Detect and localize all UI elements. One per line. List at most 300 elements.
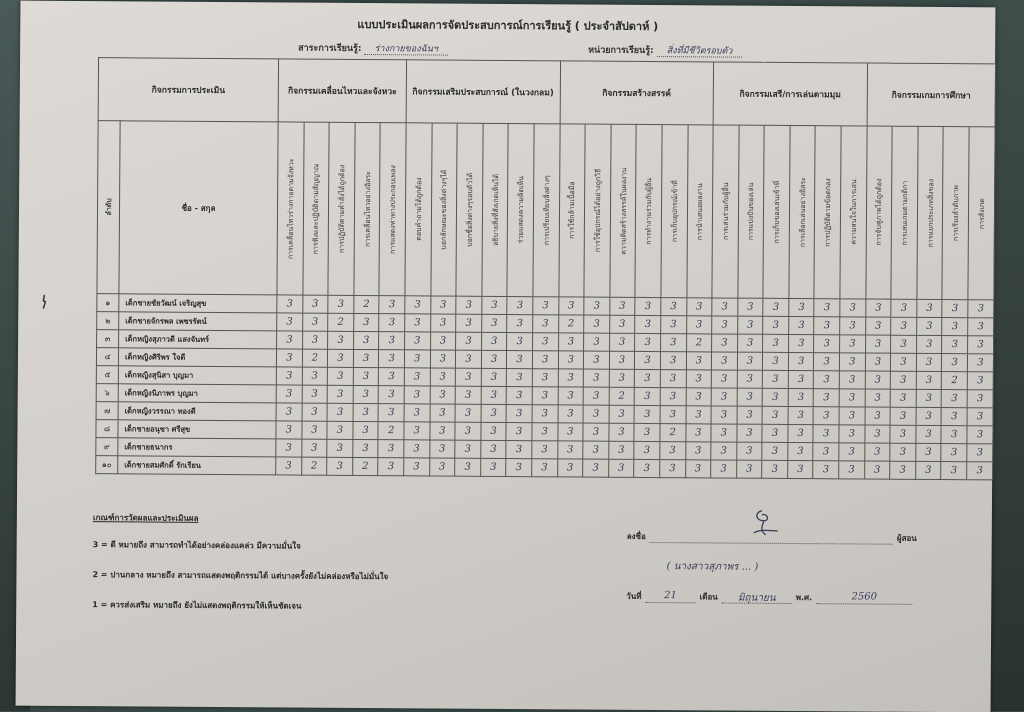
score-cell: 3 xyxy=(891,371,917,389)
score-cell: 3 xyxy=(558,333,584,351)
score-cell: 2 xyxy=(558,315,584,333)
score-cell: 3 xyxy=(455,440,481,458)
score-cell: 3 xyxy=(404,422,430,440)
score-cell: 3 xyxy=(583,405,609,423)
score-cell: 3 xyxy=(583,387,609,405)
score-cell: 3 xyxy=(506,459,532,477)
score-cell: 3 xyxy=(557,459,583,477)
score-cell: 3 xyxy=(481,386,507,404)
score-cell: 3 xyxy=(942,354,968,372)
score-cell: 3 xyxy=(353,367,379,385)
score-cell: 3 xyxy=(328,331,354,349)
score-cell: 3 xyxy=(967,408,993,426)
score-cell: 3 xyxy=(302,313,328,331)
score-cell: 3 xyxy=(712,352,738,370)
score-cell: 3 xyxy=(378,404,404,422)
score-cell: 3 xyxy=(839,443,865,461)
score-cell: 3 xyxy=(762,460,788,478)
score-cell: 3 xyxy=(840,317,866,335)
score-cell: 3 xyxy=(276,421,302,439)
score-cell: 3 xyxy=(967,372,993,390)
criterion-header: การแยกประเภทสิ่งของ xyxy=(917,126,944,299)
score-cell: 3 xyxy=(404,404,430,422)
score-cell: 3 xyxy=(864,461,890,479)
criterion-header: การเก็บอุปกรณ์เข้าที่ xyxy=(661,125,688,298)
score-cell: 3 xyxy=(302,421,328,439)
score-cell: 3 xyxy=(610,297,636,315)
score-cell: 3 xyxy=(609,369,635,387)
score-cell: 3 xyxy=(609,351,635,369)
score-cell: 3 xyxy=(429,458,455,476)
score-cell: 3 xyxy=(455,368,481,386)
score-cell: 3 xyxy=(277,313,303,331)
score-cell: 3 xyxy=(456,296,482,314)
student-name: เด็กชายสมศักดิ์ รักเรียน xyxy=(118,456,276,475)
score-cell: 3 xyxy=(711,442,737,460)
subject-line: สาระการเรียนรู้: ร่างกายของฉันฯ xyxy=(298,41,448,56)
score-cell: 3 xyxy=(507,315,533,333)
score-cell: 3 xyxy=(378,458,404,476)
student-number: ๕ xyxy=(96,366,118,384)
score-cell: 3 xyxy=(583,441,609,459)
score-cell: 3 xyxy=(634,405,660,423)
score-cell: 3 xyxy=(789,316,815,334)
score-cell: 3 xyxy=(328,295,354,313)
score-cell: 3 xyxy=(660,406,686,424)
score-cell: 2 xyxy=(660,424,686,442)
score-cell: 3 xyxy=(915,461,941,479)
score-cell: 3 xyxy=(353,403,379,421)
score-cell: 3 xyxy=(660,334,686,352)
score-cell: 3 xyxy=(865,407,891,425)
score-cell: 3 xyxy=(481,350,507,368)
score-cell: 3 xyxy=(481,440,507,458)
score-cell: 3 xyxy=(609,315,635,333)
score-cell: 3 xyxy=(532,405,558,423)
score-cell: 3 xyxy=(276,403,302,421)
score-cell: 2 xyxy=(378,422,404,440)
student-number: ๒ xyxy=(97,312,119,330)
score-cell: 3 xyxy=(865,299,891,317)
score-cell: 3 xyxy=(890,443,916,461)
score-cell: 3 xyxy=(429,422,455,440)
score-cell: 3 xyxy=(788,334,814,352)
score-cell: 3 xyxy=(788,460,814,478)
score-cell: 3 xyxy=(967,462,993,480)
date-month: มิถุนายน xyxy=(722,591,792,604)
criteria-line-fair: 2 = ปานกลาง หมายถึง สามารถแสดงพฤติกรรมได้ แต่บางครั้งยังไม่คล่องหรือไม่มั่นใจ xyxy=(92,570,389,582)
score-cell: 3 xyxy=(430,368,456,386)
signature-line xyxy=(650,530,893,545)
criteria-section xyxy=(92,511,389,630)
score-cell: 3 xyxy=(481,422,507,440)
margin-mark-icon xyxy=(40,295,48,309)
criterion-header: ตอบคำถามได้ถูกต้อง xyxy=(405,123,432,296)
student-number: ๑ xyxy=(97,294,119,312)
score-cell: 3 xyxy=(711,424,737,442)
score-cell: 3 xyxy=(405,296,431,314)
unit-value: สิ่งที่มีชีวิตรอบตัว xyxy=(657,46,743,58)
date-label: วันที่ xyxy=(626,591,642,601)
sign-row xyxy=(627,530,917,545)
score-cell: 3 xyxy=(916,407,942,425)
score-cell: 3 xyxy=(456,314,482,332)
score-cell: 3 xyxy=(379,368,405,386)
criterion-header: การเล่นร่วมกับผู้อื่น xyxy=(712,125,739,298)
score-cell: 3 xyxy=(839,425,865,443)
criterion-header: การทำงานร่วมกับผู้อื่น xyxy=(635,124,662,297)
score-cell: 3 xyxy=(583,369,609,387)
student-name: เด็กชายธนากร xyxy=(118,438,276,457)
score-cell: 3 xyxy=(379,332,405,350)
student-number: ๔ xyxy=(96,348,118,366)
score-cell: 3 xyxy=(864,443,890,461)
group-header: กิจกรรมเคลื่อนไหวและจังหวะ xyxy=(278,59,406,123)
student-name: เด็กหญิงนิภาพร บุญมา xyxy=(118,384,276,403)
score-cell: 3 xyxy=(686,370,712,388)
score-cell: 3 xyxy=(891,353,917,371)
score-cell: 3 xyxy=(430,350,456,368)
score-cell: 3 xyxy=(839,389,865,407)
score-cell: 3 xyxy=(942,336,968,354)
score-cell: 3 xyxy=(481,332,507,350)
score-cell: 3 xyxy=(584,333,610,351)
score-cell: 3 xyxy=(814,335,840,353)
score-cell: 3 xyxy=(762,406,788,424)
teacher-name: ( นางสาวสุภาพร ... ) xyxy=(666,561,759,573)
score-cell: 3 xyxy=(507,297,533,315)
student-number: ๑๐ xyxy=(96,456,118,474)
score-cell: 3 xyxy=(584,351,610,369)
score-cell: 2 xyxy=(302,349,328,367)
score-cell: 3 xyxy=(480,458,506,476)
score-cell: 3 xyxy=(737,352,763,370)
score-cell: 3 xyxy=(711,460,737,478)
score-cell: 3 xyxy=(302,403,328,421)
score-cell: 3 xyxy=(583,423,609,441)
score-cell: 3 xyxy=(814,371,840,389)
score-cell: 3 xyxy=(301,439,327,457)
student-number: ๘ xyxy=(96,420,118,438)
score-cell: 3 xyxy=(558,297,584,315)
score-cell: 3 xyxy=(890,389,916,407)
score-cell: 3 xyxy=(916,353,942,371)
score-cell: 3 xyxy=(276,349,302,367)
score-cell: 3 xyxy=(430,296,456,314)
score-cell: 3 xyxy=(609,333,635,351)
score-cell: 3 xyxy=(865,353,891,371)
score-cell: 3 xyxy=(533,315,559,333)
score-cell: 3 xyxy=(634,387,660,405)
name-row xyxy=(626,559,916,576)
score-cell: 3 xyxy=(788,442,814,460)
score-cell: 3 xyxy=(839,461,865,479)
score-cell: 3 xyxy=(481,404,507,422)
score-cell: 3 xyxy=(967,444,993,462)
score-cell: 3 xyxy=(609,441,635,459)
score-cell: 3 xyxy=(737,316,763,334)
score-cell: 3 xyxy=(814,389,840,407)
student-name: เด็กหญิงศิริพร ใจดี xyxy=(118,348,276,367)
score-cell: 3 xyxy=(507,351,533,369)
score-cell: 3 xyxy=(327,457,353,475)
score-cell: 3 xyxy=(634,423,660,441)
signature-block xyxy=(626,530,917,621)
score-cell: 3 xyxy=(763,352,789,370)
score-cell: 3 xyxy=(557,441,583,459)
score-cell: 3 xyxy=(840,335,866,353)
score-cell: 3 xyxy=(429,440,455,458)
score-cell: 3 xyxy=(379,386,405,404)
score-cell: 3 xyxy=(302,295,328,313)
criterion-header: การปฏิบัติตามคำสั่งได้ถูกต้อง xyxy=(328,122,355,295)
score-cell: 3 xyxy=(277,331,303,349)
score-cell: 3 xyxy=(762,442,788,460)
criterion-header: การปฏิบัติตามข้อตกลง xyxy=(814,126,841,299)
score-cell: 3 xyxy=(736,442,762,460)
score-cell: 3 xyxy=(635,297,661,315)
criterion-header: การแบ่งปันของเล่น xyxy=(738,125,765,298)
student-name: เด็กชายจักรพล เพชรรัตน์ xyxy=(119,312,277,331)
score-cell: 3 xyxy=(865,389,891,407)
score-cell: 3 xyxy=(507,333,533,351)
score-cell: 3 xyxy=(455,422,481,440)
score-cell: 3 xyxy=(405,332,431,350)
score-cell: 3 xyxy=(379,296,405,314)
criterion-header: การฟังและปฏิบัติตามสัญญาณ xyxy=(303,122,330,295)
score-cell: 3 xyxy=(532,369,558,387)
score-cell: 2 xyxy=(301,457,327,475)
unit-label: หน่วยการเรียนรู้ xyxy=(588,45,651,57)
score-cell: 3 xyxy=(635,351,661,369)
score-cell: 3 xyxy=(327,403,353,421)
score-cell: 3 xyxy=(891,317,917,335)
score-cell: 3 xyxy=(968,318,994,336)
criterion-header: ร่วมแสดงความคิดเห็น xyxy=(507,124,534,297)
score-cell: 3 xyxy=(302,385,328,403)
criterion-header: ความคิดสร้างสรรค์ในผลงาน xyxy=(610,124,637,297)
score-cell: 3 xyxy=(686,352,712,370)
criterion-header: การเล่นเกมตามกติกา xyxy=(891,126,918,299)
score-cell: 3 xyxy=(353,349,379,367)
score-cell: 3 xyxy=(712,298,738,316)
score-cell: 3 xyxy=(276,367,302,385)
score-cell: 3 xyxy=(788,370,814,388)
criterion-header: ความสนใจในการเล่น xyxy=(840,126,867,299)
role-label: ผู้สอน xyxy=(896,533,917,543)
score-cell: 3 xyxy=(788,406,814,424)
page-title: แบบประเมินผลการจัดประสบการณ์การเรียนรู้ ( ประจำสัปดาห์ ) xyxy=(357,17,659,34)
score-cell: 3 xyxy=(737,406,763,424)
score-cell: 3 xyxy=(558,405,584,423)
score-cell: 3 xyxy=(635,369,661,387)
score-cell: 3 xyxy=(481,368,507,386)
score-cell: 3 xyxy=(942,390,968,408)
score-cell: 3 xyxy=(353,421,379,439)
score-cell: 3 xyxy=(737,424,763,442)
student-name: เด็กหญิงสุนิสา บุญมา xyxy=(118,366,276,385)
score-cell: 3 xyxy=(941,426,967,444)
score-cell: 3 xyxy=(455,404,481,422)
score-cell: 3 xyxy=(788,388,814,406)
score-cell: 3 xyxy=(839,353,865,371)
score-cell: 3 xyxy=(967,354,993,372)
score-cell: 3 xyxy=(967,390,993,408)
score-cell: 3 xyxy=(917,299,943,317)
score-cell: 3 xyxy=(814,317,840,335)
subject-value: ร่างกายของฉันฯ xyxy=(365,44,448,56)
score-cell: 3 xyxy=(430,332,456,350)
score-cell: 3 xyxy=(660,460,686,478)
score-cell: 3 xyxy=(661,298,687,316)
student-name: เด็กหญิงวรรณา ทองดี xyxy=(118,402,276,421)
score-cell: 3 xyxy=(865,317,891,335)
score-cell: 3 xyxy=(686,388,712,406)
score-cell: 3 xyxy=(660,388,686,406)
score-cell: 3 xyxy=(789,298,815,316)
score-cell: 3 xyxy=(813,425,839,443)
score-cell: 3 xyxy=(558,369,584,387)
score-cell: 3 xyxy=(481,314,507,332)
score-cell: 3 xyxy=(890,461,916,479)
score-cell: 3 xyxy=(353,439,379,457)
score-cell: 3 xyxy=(712,334,738,352)
score-cell: 3 xyxy=(660,370,686,388)
score-cell: 3 xyxy=(813,443,839,461)
score-cell: 3 xyxy=(379,314,405,332)
score-cell: 3 xyxy=(609,405,635,423)
score-cell: 3 xyxy=(430,314,456,332)
sign-label: ลงชื่อ xyxy=(626,531,646,541)
score-cell: 3 xyxy=(328,349,354,367)
score-cell: 3 xyxy=(456,350,482,368)
score-cell: 3 xyxy=(660,442,686,460)
score-cell: 3 xyxy=(353,385,379,403)
score-cell: 3 xyxy=(788,424,814,442)
score-cell: 3 xyxy=(405,314,431,332)
score-cell: 3 xyxy=(916,443,942,461)
score-cell: 3 xyxy=(635,315,661,333)
score-cell: 3 xyxy=(737,334,763,352)
student-number: ๓ xyxy=(97,330,119,348)
score-cell: 2 xyxy=(942,372,968,390)
score-cell: 3 xyxy=(455,458,481,476)
score-cell: 3 xyxy=(762,388,788,406)
score-cell: 3 xyxy=(891,299,917,317)
score-cell: 3 xyxy=(532,459,558,477)
criterion-header: การเลือกเล่นอย่างอิสระ xyxy=(789,125,816,298)
score-cell: 3 xyxy=(456,332,482,350)
score-cell: 3 xyxy=(276,439,302,457)
student-number: ๖ xyxy=(96,384,118,402)
score-cell: 3 xyxy=(634,459,660,477)
score-cell: 3 xyxy=(763,316,789,334)
score-cell: 2 xyxy=(328,313,354,331)
score-cell: 3 xyxy=(635,333,661,351)
score-cell: 3 xyxy=(711,370,737,388)
score-cell: 3 xyxy=(276,457,302,475)
score-cell: 3 xyxy=(327,439,353,457)
student-name: เด็กชายชัยวัฒน์ เจริญสุข xyxy=(119,294,277,313)
score-cell: 3 xyxy=(660,352,686,370)
score-cell: 3 xyxy=(584,297,610,315)
score-cell: 3 xyxy=(711,388,737,406)
score-cell: 3 xyxy=(482,296,508,314)
score-cell: 3 xyxy=(507,387,533,405)
score-cell: 3 xyxy=(327,367,353,385)
score-cell: 3 xyxy=(737,298,763,316)
score-cell: 2 xyxy=(686,334,712,352)
criterion-header: การเปรียบเทียบสิ่งต่างๆ xyxy=(533,124,560,297)
criteria-line-good: 3 = ดี หมายถึง สามารถทำได้อย่างคล่องแคล่ว มีความมั่นใจ xyxy=(92,540,301,551)
score-cell: 3 xyxy=(277,295,303,313)
score-cell: 3 xyxy=(685,460,711,478)
score-cell: 3 xyxy=(941,408,967,426)
score-cell: 3 xyxy=(711,406,737,424)
score-cell: 3 xyxy=(736,460,762,478)
score-cell: 3 xyxy=(404,350,430,368)
score-cell: 3 xyxy=(608,459,634,477)
criterion-header: อธิบายสิ่งที่สังเกตเห็นได้ xyxy=(482,123,509,296)
score-cell: 3 xyxy=(686,316,712,334)
criterion-header: บอกลักษณะของสิ่งต่างๆได้ xyxy=(430,123,457,296)
group-header: กิจกรรมเกมการศึกษา xyxy=(867,63,996,127)
score-cell: 3 xyxy=(506,441,532,459)
score-cell: 3 xyxy=(533,297,559,315)
score-cell: 3 xyxy=(814,353,840,371)
score-cell: 3 xyxy=(507,369,533,387)
score-cell: 3 xyxy=(378,440,404,458)
score-cell: 3 xyxy=(430,404,456,422)
score-cell: 3 xyxy=(839,407,865,425)
unit-line: หน่วยการเรียนรู้: สิ่งที่มีชีวิตรอบตัว xyxy=(588,43,742,58)
score-cell: 3 xyxy=(890,425,916,443)
score-cell: 3 xyxy=(327,421,353,439)
score-cell: 3 xyxy=(968,336,994,354)
score-cell: 3 xyxy=(941,462,967,480)
name-header: ชื่อ - สกุล xyxy=(119,121,278,295)
score-cell: 2 xyxy=(354,295,380,313)
score-cell: 3 xyxy=(865,335,891,353)
score-cell: 3 xyxy=(890,407,916,425)
score-cell: 3 xyxy=(404,458,430,476)
criterion-header: บอกชื่อสิ่งต่างๆรอบตัวได้ xyxy=(456,123,483,296)
score-cell: 3 xyxy=(814,299,840,317)
score-cell: 3 xyxy=(404,368,430,386)
score-cell: 3 xyxy=(686,406,712,424)
score-cell: 3 xyxy=(891,335,917,353)
date-day: 21 xyxy=(646,590,696,603)
score-cell: 3 xyxy=(532,333,558,351)
score-cell: 3 xyxy=(712,316,738,334)
criterion-header: การแสดงท่าทางประกอบเพลง xyxy=(379,123,406,296)
criterion-header: การเคลื่อนไหวอย่างอิสระ xyxy=(354,122,381,295)
score-cell: 3 xyxy=(916,371,942,389)
score-cell: 3 xyxy=(455,386,481,404)
criterion-header: การใช้กล้ามเนื้อมือ xyxy=(558,124,585,297)
student-number: ๙ xyxy=(96,438,118,456)
score-cell: 3 xyxy=(813,461,839,479)
score-cell: 3 xyxy=(916,389,942,407)
score-cell: 3 xyxy=(865,425,891,443)
criterion-header: การนำเสนอผลงาน xyxy=(686,125,713,298)
date-year: 2560 xyxy=(816,591,912,605)
score-cell: 2 xyxy=(352,457,378,475)
score-cell: 3 xyxy=(532,351,558,369)
year-label: พ.ศ. xyxy=(795,593,813,603)
criteria-line-improve: 1 = ควรส่งเสริม หมายถึง ยังไม่แสดงพฤติกรรมให้เห็นชัดเจน xyxy=(92,600,302,611)
score-cell: 3 xyxy=(839,371,865,389)
